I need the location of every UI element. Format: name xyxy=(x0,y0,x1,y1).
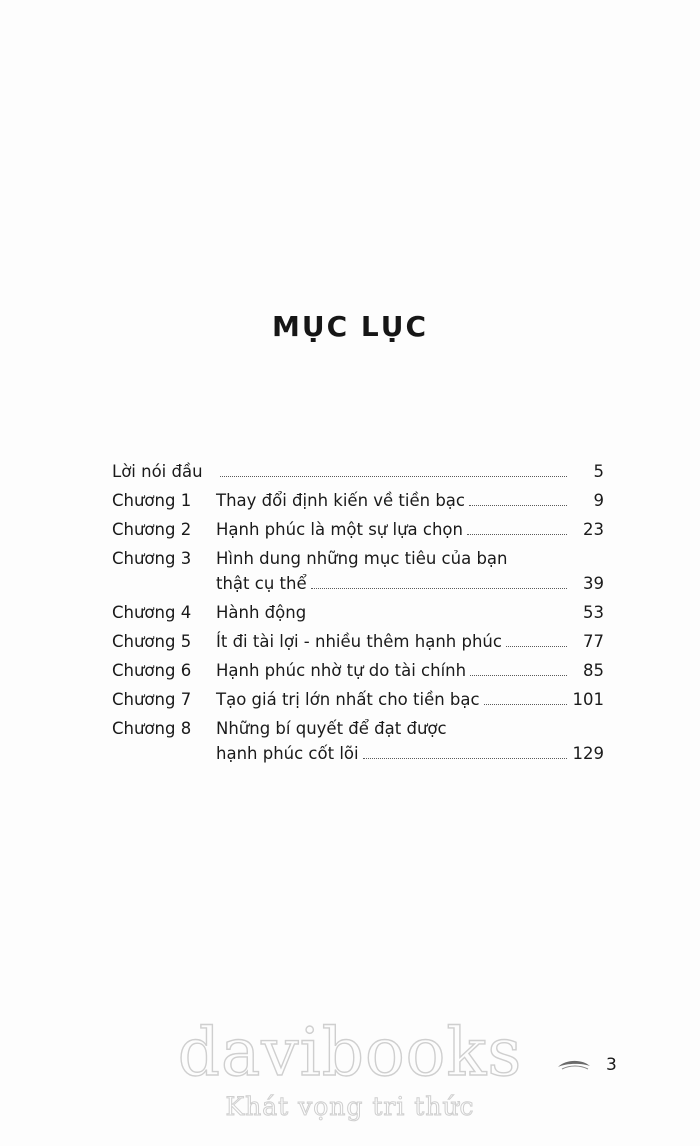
toc-entry-page: 23 xyxy=(583,520,604,539)
toc-entry-title-wrap xyxy=(216,744,570,764)
toc-entry-title-wrap xyxy=(216,603,570,623)
toc-entry-title-line2: hạnh phúc cốt lõi xyxy=(216,744,359,763)
toc-entry-label: Chương 2 xyxy=(112,520,192,539)
toc-leader-dots xyxy=(470,674,567,676)
toc-entry[interactable] xyxy=(112,549,604,569)
toc-entry[interactable] xyxy=(112,491,604,511)
toc-entry-title-wrap xyxy=(216,661,570,681)
toc-entry-title: Ít đi tài lợi - nhiều thêm hạnh phúc xyxy=(216,632,502,651)
toc-entry-label: Chương 4 xyxy=(112,603,192,622)
toc-entry-label: Lời nói đầu xyxy=(112,462,203,481)
toc-entry-page: 85 xyxy=(583,661,604,680)
toc-leader-dots xyxy=(311,587,567,589)
toc-entry-page: 39 xyxy=(583,574,604,593)
toc-entry-page: 53 xyxy=(583,603,604,622)
watermark-tagline: Khát vọng tri thức xyxy=(225,1092,475,1121)
toc-leader-dots xyxy=(220,475,567,477)
toc-entry[interactable] xyxy=(112,603,604,623)
toc-leader-dots xyxy=(467,533,567,535)
toc-entry-label: Chương 7 xyxy=(112,690,192,709)
toc-entry-page: 9 xyxy=(593,491,604,510)
toc-entry-label: Chương 3 xyxy=(112,549,192,568)
toc-leader-dots xyxy=(512,563,568,564)
toc-leader-dots xyxy=(363,757,567,759)
page-title: MỤC LỤC xyxy=(271,310,429,343)
toc-entry-title-wrap xyxy=(216,549,570,569)
toc-entry-title-wrap xyxy=(216,632,570,652)
table-of-contents xyxy=(112,462,604,773)
toc-entry-title: Hạnh phúc nhờ tự do tài chính xyxy=(216,661,467,680)
toc-leader-dots xyxy=(451,733,567,734)
toc-entry-title-wrap xyxy=(216,491,570,511)
toc-entry-page: 101 xyxy=(572,690,604,709)
toc-entry-continuation[interactable] xyxy=(112,574,604,594)
toc-entry[interactable] xyxy=(112,690,604,710)
watermark xyxy=(0,1014,700,1121)
toc-entry-label: Chương 1 xyxy=(112,491,192,510)
toc-leader-dots xyxy=(310,617,567,618)
toc-leader-dots xyxy=(506,645,567,647)
watermark-brand: davibooks xyxy=(177,1014,523,1091)
toc-leader-dots xyxy=(469,504,567,506)
toc-entry-label: Chương 5 xyxy=(112,632,192,651)
toc-entry-page: 77 xyxy=(583,632,604,651)
toc-entry-title-line2: thật cụ thể xyxy=(216,574,307,593)
toc-entry-title-wrap xyxy=(216,719,570,739)
toc-entry-title: Thay đổi định kiến về tiền bạc xyxy=(216,491,465,510)
toc-entry-title: Hình dung những mục tiêu của bạn xyxy=(216,549,508,568)
toc-entry-title-wrap xyxy=(216,574,570,594)
toc-entry-title-wrap xyxy=(216,475,570,482)
toc-entry-title: Hành động xyxy=(216,603,307,622)
toc-entry-label: Chương 8 xyxy=(112,719,192,738)
toc-entry-title: Những bí quyết để đạt được xyxy=(216,719,447,738)
toc-entry-label: Chương 6 xyxy=(112,661,192,680)
page-number: 3 xyxy=(606,1055,617,1075)
toc-entry-title: Tạo giá trị lớn nhất cho tiền bạc xyxy=(216,690,480,709)
toc-entry-title: Hạnh phúc là một sự lựa chọn xyxy=(216,520,463,539)
toc-entry[interactable] xyxy=(112,462,604,482)
toc-entry-page: 129 xyxy=(572,744,604,763)
toc-entry[interactable] xyxy=(112,661,604,681)
toc-leader-dots xyxy=(484,703,567,705)
watermark-swoosh-icon xyxy=(556,1057,592,1071)
toc-entry-continuation[interactable] xyxy=(112,744,604,764)
toc-entry[interactable] xyxy=(112,719,604,739)
toc-entry-title-wrap xyxy=(216,690,570,710)
toc-entry[interactable] xyxy=(112,520,604,540)
toc-entry[interactable] xyxy=(112,632,604,652)
toc-entry-title-wrap xyxy=(216,520,570,540)
toc-entry-page: 5 xyxy=(593,462,604,481)
